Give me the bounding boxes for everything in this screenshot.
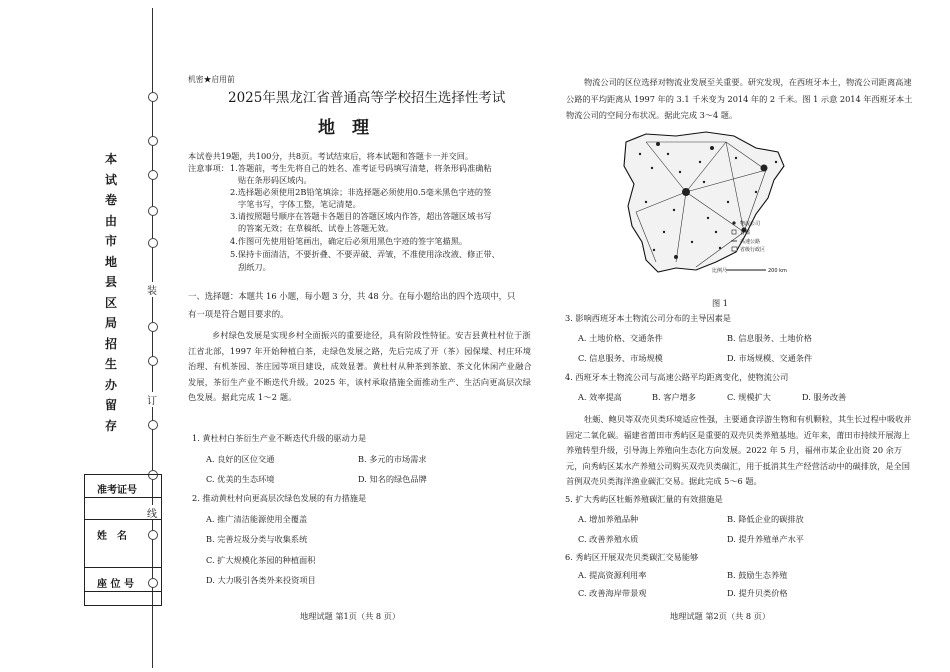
q1-option-c[interactable]: C. 优美的生态环境 [206,474,275,484]
q1-option-a[interactable]: A. 良好的区位交通 [206,454,275,464]
margin-char: 存 [104,418,117,433]
q5-option-a[interactable]: A. 增加养殖品种 [578,514,639,524]
q4-option-a[interactable]: A. 效率提高 [578,392,622,402]
margin-char: 局 [104,316,117,330]
q3-option-a[interactable]: A. 土地价格、交通条件 [578,333,663,343]
q2-option-a[interactable]: A. 推广清洁能源使用全覆盖 [206,514,308,524]
q4-option-c[interactable]: C. 规模扩大 [727,392,771,402]
q5-option-d[interactable]: D. 提升养殖单产水平 [727,534,804,544]
page2-footer: 地理试题 第2页（共 8 页） [670,611,771,621]
q5-option-c[interactable]: C. 改善养殖水质 [578,534,639,544]
section1-heading: 一、选择题：本题共 16 小题，每小题 3 分，共 48 分。在每小题给出的四个选项中，只 [188,291,516,301]
binding-hole [148,136,158,146]
binding-hole [148,170,158,180]
binding-hole [148,420,158,430]
student-info-box [84,474,162,606]
question-4-stem: 4. 西班牙本土物流公司与高速公路平均距离变化，使物流公司 [565,372,789,382]
q4-option-d[interactable]: D. 服务改善 [802,392,847,402]
q1-option-d[interactable]: D. 知名的绿色品牌 [358,474,427,484]
legend-logistics: 物流公司 [740,221,761,227]
secret-label: 机密★启用前 [188,75,235,84]
margin-char: 市 [104,234,117,248]
binding-hole [148,238,158,248]
q3-option-c[interactable]: C. 信息服务、市场规模 [578,353,663,363]
exam-no-label: 准考证号 [97,485,137,496]
legend-province: 省级行政区 [740,247,766,253]
margin-char: 地 [104,254,117,269]
q2-option-d[interactable]: D. 大力吸引各类外来投资项目 [206,575,316,585]
question-5-stem: 5. 扩大秀屿区牡蛎养殖碳汇量的有效措施是 [565,494,723,504]
notice-line: 4.作图可先使用铅笔画出，确定后必须用黑色字迹的签字笔描黑。 [230,236,468,246]
passage-1: 乡村绿色发展是实现乡村全面振兴的重要途径，具有阶段性特征。安吉县黄杜村位于浙江省北部，1997 年开始种植白茶，走绿色发展之路，先后完成了开（茶）园保墚、村庄环境治理、有机茶园、茶庄园等项目建设，成效显著。黄杜村从种茶到茶旅、茶文化休闲产业融合发展，茶衍生产业不断迭代升级。2025 年，该村承取措施全面推动生产、生活向更高层次绿色发展。据此完成 1～2 题。 [188,330,532,402]
margin-char: 本 [104,152,117,166]
notice-label: 注意事项： [188,163,229,173]
bind-label-zhuang: 装 [146,282,158,297]
passage-logistics: 物流公司的区位选择对物流业发展至关重要。研究发现，在西班牙本土，物流公司距离高速公路的平均距离从 1997 年的 3.1 千米变为 2014 年的 2 千米。图 1 示意 2014 年西班牙本土物流公司的空间分布状况。据此完成 3～4 题。 [566,77,913,120]
legend-capital: 首都 [740,230,751,236]
q6-option-b[interactable]: B. 鼓励生态养殖 [727,570,788,580]
margin-char: 办 [104,377,117,392]
margin-char: 县 [104,275,117,289]
seat-no-label: 座 位 号 [97,579,134,590]
bind-label-xian: 线 [146,505,158,520]
map-scale-value: 200 km [768,268,787,274]
passage-oyster: 牡蛎、鲍贝等双壳贝类环境适应性强，主要通食浮游生物和有机颗粒，其生长过程中吸收并固定二氧化碳。福建省莆田市秀屿区是重要的双壳贝类养殖基地。近年来，莆田市持续开展海上养殖转型升级，引导海上养殖向生态化方向发展。2022 年 5 月，福州市某企业出资 20 余万元，向秀屿区某水产养殖公司购买双壳贝类碳汇，用于抵消其生产经营活动中的碳排放，是全国首例双壳贝类海洋渔业碳汇交易。据此完成 5～6 题。 [566,414,912,486]
intro-text: 本试卷共19题，共100分，共8页。考试结束后，将本试题和答题卡一并交回。 [188,151,474,161]
margin-char: 生 [104,357,117,371]
subject-title: 地 理 [318,118,369,138]
q3-option-d[interactable]: D. 市场规模、交通条件 [727,353,813,363]
q4-option-b[interactable]: B. 客户增多 [652,392,696,402]
margin-char: 试 [104,172,117,187]
q2-option-c[interactable]: C. 扩大规模化茶园的种植面积 [206,555,316,565]
figure-caption: 图 1 [712,298,728,308]
exam-title: 2025年黑龙江省普通高等学校招生选择性考试 [228,90,506,106]
q3-option-b[interactable]: B. 信息服务、土地价格 [727,333,812,343]
q6-option-c[interactable]: C. 改善海岸带景观 [578,588,647,598]
margin-char: 由 [104,213,117,228]
notice-line: 2.选择题必须使用2B铅笔填涂；非选择题必须使用0.5毫米黑色字迹的签 [230,187,492,197]
bind-label-ding: 订 [146,392,158,407]
question-6-stem: 6. 秀屿区开展双壳贝类碳汇交易能够 [565,552,699,562]
name-label: 姓 名 [97,531,127,542]
map-scale-label: 比例尺 [712,268,728,274]
margin-char: 卷 [104,193,117,207]
q5-option-b[interactable]: B. 降低企业的碳排放 [727,514,804,524]
q1-option-b[interactable]: B. 多元的市场需求 [358,454,427,464]
question-2-stem: 2. 推动黄杜村向更高层次绿色发展的有力措施是 [192,493,367,503]
notice-line: 3.请按照题号顺序在答题卡各题目的答题区域内作答，超出答题区域书写 [230,211,492,221]
q6-option-d[interactable]: D. 提升贝类价格 [727,588,788,598]
margin-char: 区 [104,295,117,310]
binding-hole [148,356,158,366]
legend-highway: 高速公路 [740,239,761,245]
margin-char: 留 [104,398,117,412]
question-3-stem: 3. 影响西班牙本土物流公司分布的主导因素是 [565,313,731,323]
binding-hole [148,92,158,102]
q6-option-a[interactable]: A. 提高资源利用率 [578,570,647,580]
section1-heading-cont: 有一项是符合题目要求的。 [188,309,289,319]
binding-hole [148,206,158,216]
binding-hole [148,322,158,332]
binding-margin [0,0,175,672]
spain-logistics-map [616,122,806,290]
notice-line: 贴在条形码区域内。 [238,175,312,185]
notice-line: 5.保持卡面清洁，不要折叠、不要弄破、弄皱，不准使用涂改液、修正带、 [230,249,500,259]
margin-char: 招 [104,336,117,351]
notice-line: 字笔书写，字体工整，笔记清楚。 [238,199,361,209]
q2-option-b[interactable]: B. 完善垃圾分类与收集系统 [206,534,308,544]
notice-line: 的答案无效；在草稿纸、试卷上答题无效。 [238,223,394,233]
question-1-stem: 1. 黄杜村白茶衍生产业不断迭代升级的驱动力是 [192,433,367,443]
notice-line: 1.答题前，考生先将自己的姓名、准考证号码填写清楚，将条形码准确粘 [230,163,492,173]
page1-footer: 地理试题 第1页（共 8 页） [300,611,401,621]
notice-line: 刮纸刀。 [238,262,271,272]
